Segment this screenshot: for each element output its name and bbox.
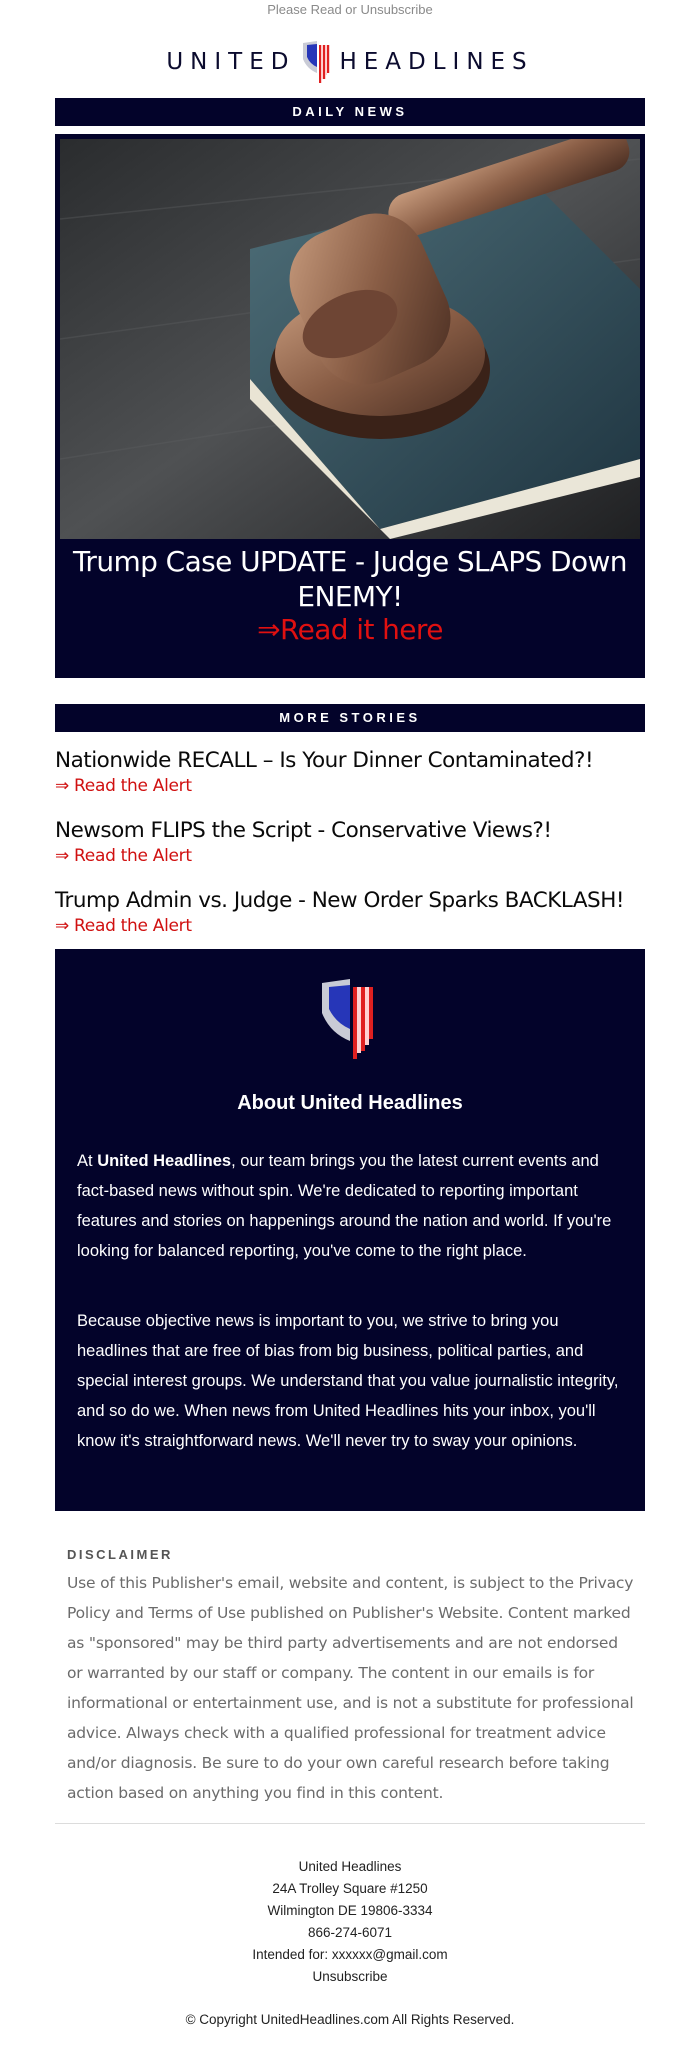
about-text: , our team brings you the latest current events and fact-based news without spin. We're dedicated to reporting important features and stories on happenings around the nation and world. If you're looking for balanced reporting, you've come to the right place. [77, 1152, 612, 1260]
hero-illustration [60, 139, 640, 539]
about-text: At [77, 1152, 98, 1170]
about-paragraph-1 [77, 1146, 625, 1266]
preheader [0, 0, 700, 18]
gavel-on-book-image[interactable] [60, 139, 640, 539]
about-section [55, 949, 645, 1511]
story-title[interactable]: Nationwide RECALL – Is Your Dinner Contaminated?! [55, 748, 594, 773]
brand-name-right: HEADLINES [339, 49, 534, 75]
section-header-daily-news: DAILY NEWS [55, 98, 645, 126]
story-item [55, 887, 655, 937]
copyright: © Copyright UnitedHeadlines.com All Rights Reserved. [185, 2012, 515, 2027]
read-alert-link[interactable]: ⇒ Read the Alert [55, 916, 192, 936]
about-brand-bold: United Headlines [97, 1152, 232, 1170]
about-paragraph-2: Because objective news is important to you, we strive to bring you headlines that are free of bias from big business, political parties, and special interest groups. We understand that you value journalistic integrity, and so do we. When news from United Headlines hits your inbox, you'll know it's straightforward news. We'll never try to sway your opinions. [77, 1312, 619, 1450]
story-item [55, 747, 655, 797]
brand-logo[interactable] [0, 38, 700, 86]
preheader-link[interactable]: Please Read or Unsubscribe [267, 2, 433, 17]
disclaimer-heading: DISCLAIMER [67, 1547, 173, 1562]
story-item [55, 817, 655, 867]
footer [0, 1856, 700, 1988]
about-title: About United Headlines [237, 1092, 463, 1114]
read-alert-link[interactable]: ⇒ Read the Alert [55, 846, 192, 866]
footer-address-line-1: 24A Trolley Square #1250 [272, 1881, 428, 1896]
footer-address-line-2: Wilmington DE 19806-3334 [267, 1903, 433, 1918]
story-title[interactable]: Trump Admin vs. Judge - New Order Sparks BACKLASH! [55, 888, 624, 913]
read-alert-link[interactable]: ⇒ Read the Alert [55, 776, 192, 796]
hero-story[interactable] [55, 134, 645, 678]
disclaimer-text: Use of this Publisher's email, website and content, is subject to the Privacy Policy and Terms of Use published on Publisher's Website. Content marked as "sponsored" may be third party advertisements and are not endorsed or warranted by our staff or company. The content in our emails is for informational or entertainment use, and is not a substitute for professional advice. Always check with a qualified professional for treatment advice and/or diagnosis. Be sure to do your own careful research before taking action based on anything you find in this content. [67, 1574, 634, 1802]
divider [55, 1823, 645, 1824]
footer-intended-for: Intended for: xxxxxx@gmail.com [252, 1947, 448, 1962]
section-header-more-stories: MORE STORIES [55, 704, 645, 732]
hero-read-link[interactable]: ⇒Read it here [257, 613, 443, 646]
hero-headline[interactable]: Trump Case UPDATE - Judge SLAPS Down ENEMY! [73, 545, 627, 613]
brand-name-left: UNITED [166, 49, 296, 75]
shield-logo-icon [301, 39, 333, 85]
unsubscribe-link[interactable]: Unsubscribe [312, 1969, 388, 1984]
story-title[interactable]: Newsom FLIPS the Script - Conservative Views?! [55, 818, 552, 843]
shield-logo-icon [320, 977, 380, 1061]
footer-phone: 866-274-6071 [307, 1925, 393, 1940]
footer-company: United Headlines [298, 1859, 402, 1874]
